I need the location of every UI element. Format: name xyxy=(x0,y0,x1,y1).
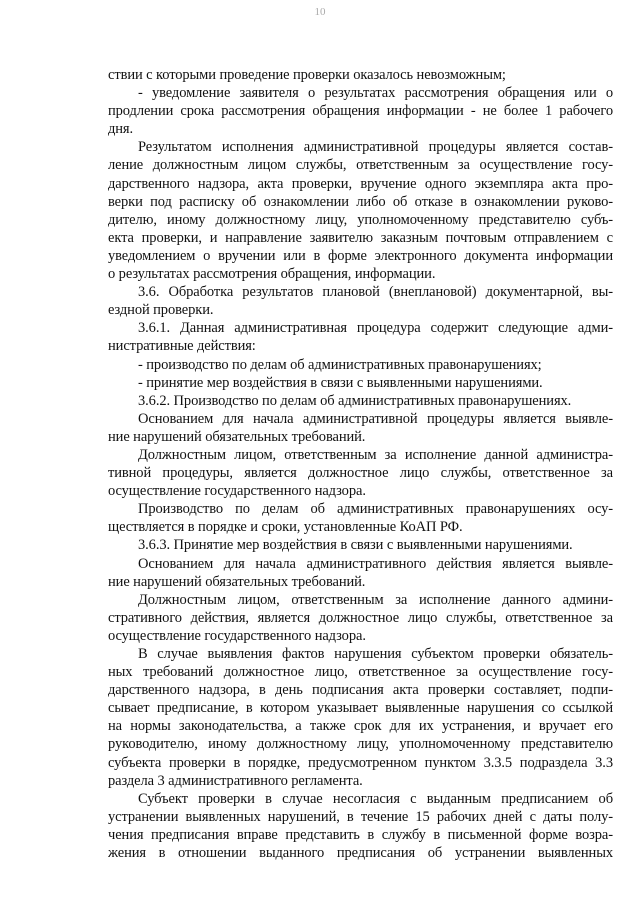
text-line: чения предписания вправе представить в службу в письменной форме возра- xyxy=(108,826,613,843)
paragraph xyxy=(108,555,613,591)
paragraph xyxy=(108,591,613,645)
paragraph xyxy=(108,392,613,410)
paragraph xyxy=(108,66,613,84)
text-line: Основанием для начала административной процедуры является выявле- xyxy=(138,410,613,427)
paragraph xyxy=(108,446,613,500)
text-line: на нормы законодательства, а также срок для их устранения, и вручает его xyxy=(108,718,613,735)
text-line: жения в отношении выданного предписания об устранении выявленных xyxy=(108,845,613,862)
paragraph xyxy=(108,410,613,446)
paragraph xyxy=(108,356,613,374)
text-line: Производство по делам об административных правонарушениях осу- xyxy=(138,501,613,518)
text-line: екта проверки, и направление заявителю заказным почтовым отправлением с xyxy=(108,229,613,246)
text-line: субъекта проверки в порядке, предусмотренном пунктом 3.3.5 подраздела 3.3 xyxy=(108,754,613,771)
text-line: руководителю, иному должностному лицу, уполномоченному представителю xyxy=(108,736,613,753)
text-line: Основанием для начала административного действия является выявле- xyxy=(138,555,613,572)
document-page xyxy=(108,66,613,862)
text-line: ных требований должностное лицо, ответственное за осуществление госу- xyxy=(108,664,613,681)
text-line: 3.6.3. Принятие мер воздействия в связи с выявленными нарушениями. xyxy=(138,537,573,554)
text-line: дарственного надзора, акта проверки, вручение одного экземпляра акта про- xyxy=(108,175,613,192)
text-line: В случае выявления фактов нарушения субъектом проверки обязатель- xyxy=(138,646,613,662)
paragraph xyxy=(108,84,613,138)
text-line: осуществление государственного надзора. xyxy=(108,627,366,644)
text-line: ездной проверки. xyxy=(108,302,214,319)
paragraph xyxy=(108,283,613,319)
text-line: продлении срока рассмотрения обращения информации - не более 1 рабочего xyxy=(108,103,613,120)
text-line: ствии с которыми проведение проверки оказалось невозможным; xyxy=(108,67,506,83)
text-line: сывает предписание, в котором указывает выявленные нарушения со ссылкой xyxy=(108,700,613,717)
text-line: 3.6.1. Данная административная процедура содержит следующие адми- xyxy=(138,320,613,337)
text-line: ние нарушений обязательных требований. xyxy=(108,428,366,445)
paragraph xyxy=(108,790,613,862)
paragraph xyxy=(108,374,613,392)
paragraph xyxy=(108,319,613,355)
text-line: верки под расписку об ознакомлении либо об отказе в ознакомлении руково- xyxy=(108,193,613,210)
text-line: 3.6.2. Производство по делам об административных правонарушениях. xyxy=(138,392,572,409)
paragraph xyxy=(108,645,613,790)
text-line: дня. xyxy=(108,121,134,138)
text-line: нистративные действия: xyxy=(108,338,256,355)
text-line: - принятие мер воздействия в связи с выявленными нарушениями. xyxy=(138,374,543,391)
page-number: 10 xyxy=(314,6,326,18)
paragraph xyxy=(108,500,613,536)
paragraph xyxy=(108,138,613,283)
text-line: ществляется в порядке и сроки, установленные КоАП РФ. xyxy=(108,519,463,536)
text-line: о результатах рассмотрения обращения, информации. xyxy=(108,266,436,283)
text-line: Должностным лицом, ответственным за исполнение данной администра- xyxy=(138,446,613,463)
text-line: - производство по делам об административных правонарушениях; xyxy=(138,356,542,373)
text-line: Должностным лицом, ответственным за исполнение данного админи- xyxy=(138,591,613,608)
paragraph xyxy=(108,536,613,554)
text-line: стративного действия, является должностное лицо службы, ответственное за xyxy=(108,609,613,626)
text-line: ление должностным лицом службы, ответственным за осуществление госу- xyxy=(108,157,613,174)
text-line: - уведомление заявителя о результатах рассмотрения обращения или о xyxy=(138,85,613,102)
text-line: Результатом исполнения административной процедуры является состав- xyxy=(138,139,613,156)
text-line: дителю, иному должностному лицу, уполномоченному представителю субъ- xyxy=(108,211,613,228)
text-line: дарственного надзора, в день подписания акта проверки составляет, подпи- xyxy=(108,682,613,699)
text-line: Субъект проверки в случае несогласия с выданным предписанием об xyxy=(138,790,613,807)
text-line: ние нарушений обязательных требований. xyxy=(108,573,366,590)
text-line: тивной процедуры, является должностное лицо службы, ответственное за xyxy=(108,465,613,482)
text-line: осуществление государственного надзора. xyxy=(108,483,366,500)
text-line: раздела 3 административного регламента. xyxy=(108,772,363,789)
text-line: 3.6. Обработка результатов плановой (внеплановой) документарной, вы- xyxy=(138,284,613,301)
text-line: устранении выявленных нарушений, в течение 15 рабочих дней с даты полу- xyxy=(108,808,613,825)
text-line: уведомлением о вручении или в форме электронного документа информации xyxy=(108,247,613,264)
